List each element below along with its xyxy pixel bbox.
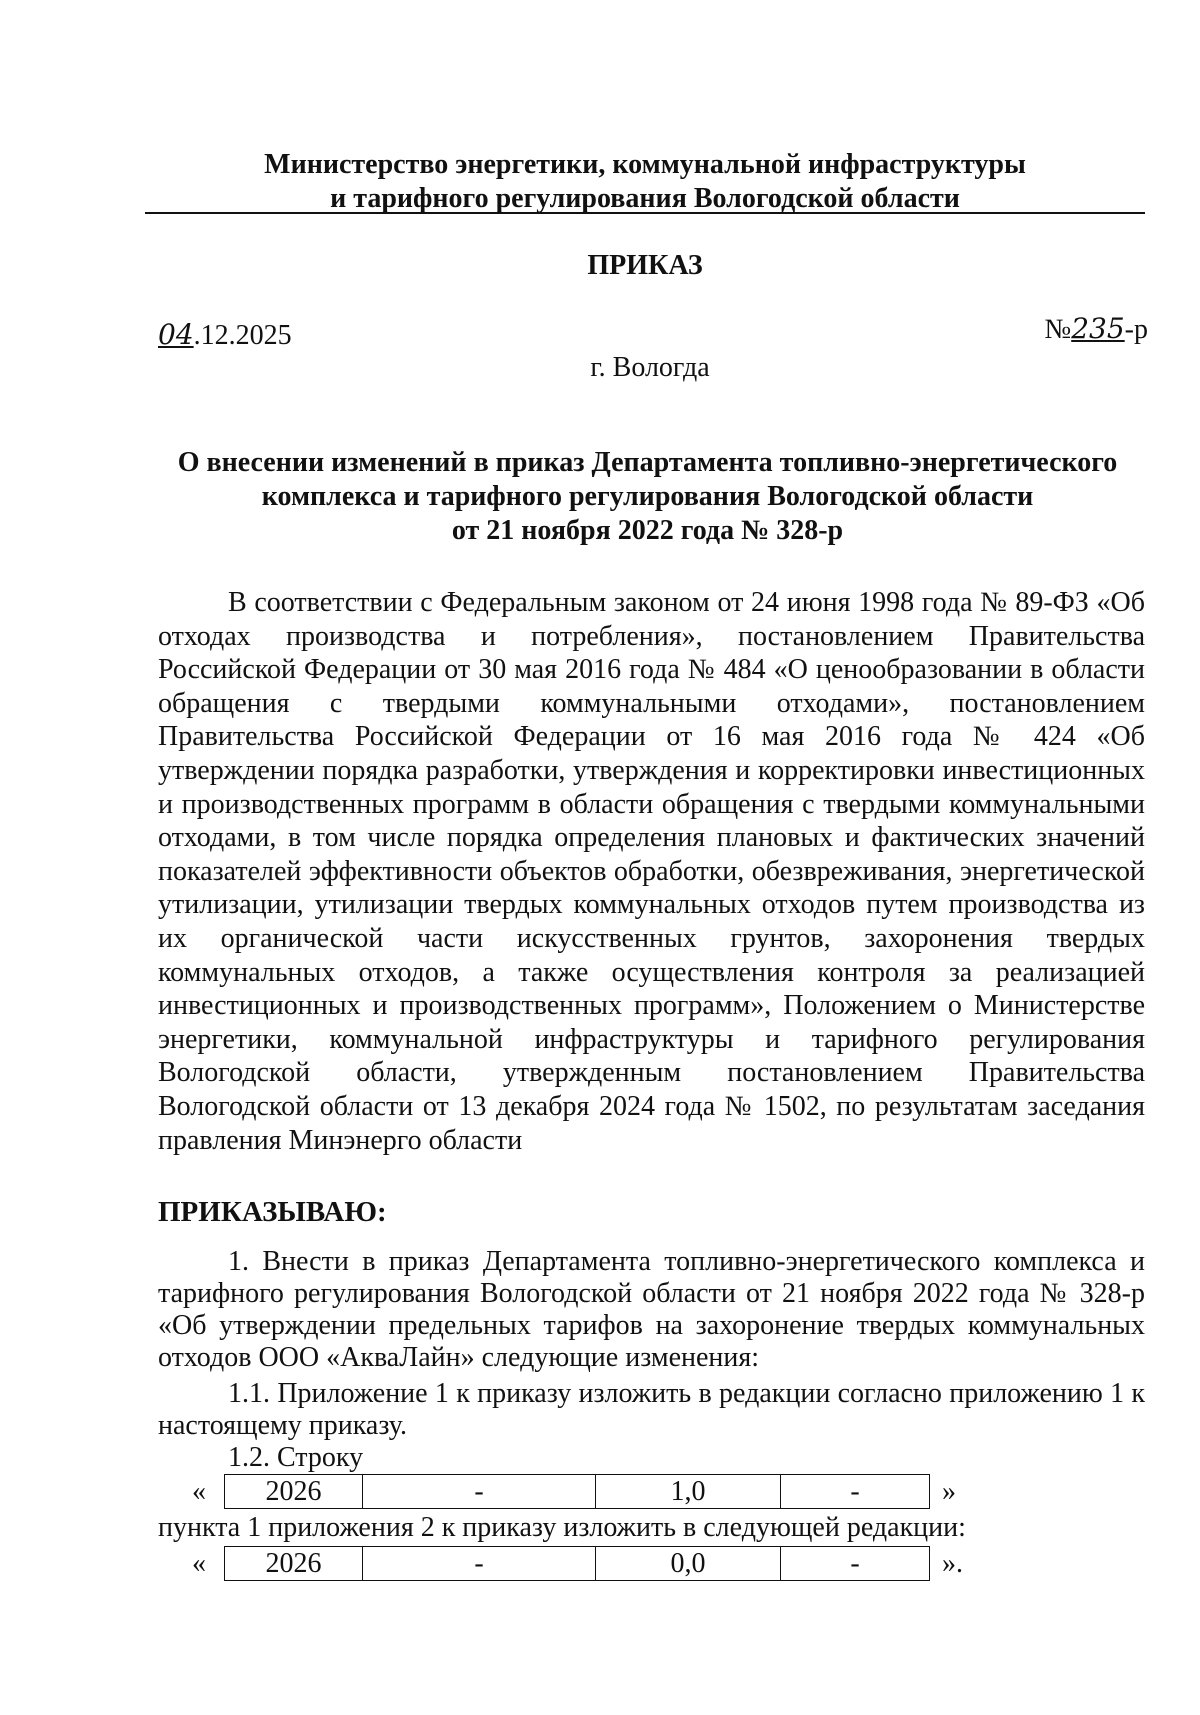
old-row-cell-2: - — [363, 1475, 596, 1508]
document-city: г. Вологда — [590, 352, 710, 383]
document-subject — [150, 446, 1145, 548]
new-row-quote-open: « — [192, 1547, 206, 1579]
header-divider — [145, 212, 1145, 214]
old-row-line — [192, 1474, 956, 1509]
old-row-quote-close: » — [942, 1475, 956, 1507]
document-type: ПРИКАЗ — [587, 250, 703, 281]
number-suffix: -р — [1124, 314, 1148, 345]
number-prefix: № — [1044, 314, 1072, 345]
ministry-name — [145, 148, 1145, 216]
new-row-quote-close: ». — [942, 1547, 963, 1579]
ministry-line-1: Министерство энергетики, коммунальной инфраструктуры — [264, 149, 1026, 180]
subject-line-3: от 21 ноября 2022 года № 328-р — [451, 515, 844, 546]
date-rest: .12.2025 — [193, 320, 292, 351]
new-row-cell-4: - — [850, 1548, 860, 1579]
ministry-line-2: и тарифного регулирования Вологодской области — [330, 183, 960, 214]
old-row-table — [224, 1474, 930, 1509]
item-1-2-label: 1.2. Строку — [228, 1442, 364, 1473]
new-row-cell-year: 2026 — [225, 1547, 363, 1580]
old-row-cell-4: - — [850, 1476, 860, 1507]
new-row-line — [192, 1546, 963, 1581]
item-1-paragraph: 1. Внести в приказ Департамента топливно-энергетического комплекса и тарифного регулирования Вологодской области от 21 ноября 2022 года № 328-р «Об утверждении предельных тарифов на захоронение твердых коммунальных отходов ООО «АкваЛайн» следующие изменения: — [158, 1246, 1145, 1373]
document-date — [158, 318, 292, 352]
old-row-cell-year: 2026 — [225, 1475, 363, 1508]
middle-text: пункта 1 приложения 2 к приказу изложить в следующей редакции: — [158, 1512, 966, 1543]
new-row-cell-2: - — [363, 1547, 596, 1580]
item-1-1-paragraph: 1.1. Приложение 1 к приказу изложить в редакции согласно приложению 1 к настоящему приказу. — [158, 1378, 1145, 1441]
order-word: ПРИКАЗЫВАЮ: — [158, 1196, 387, 1228]
number-handwritten: 235 — [1071, 312, 1125, 345]
new-row-cell-3: 0,0 — [596, 1547, 781, 1580]
new-row-table — [224, 1546, 930, 1581]
document-number — [1045, 312, 1149, 346]
legal-basis-paragraph: В соответствии с Федеральным законом от 24 июня 1998 года № 89-ФЗ «Об отходах производства и потребления», постановлением Правительства Российской Федерации от 30 мая 2016 года № 484 «О ценообразовании в области обращения с твердыми коммунальными отходами», постановлением Правительства Российской Федерации от 16 мая 2016 года № 424 «Об утверждении порядка разработки, утверждения и корректировки инвестиционных и производственных программ в области обращения с твердыми коммунальными отходами, в том числе порядка определения плановых и фактических значений показателей эффективности объектов обработки, обезвреживания, энергетической утилизации, утилизации твердых коммунальных отходов путем производства из их органической части искусственных грунтов, захоронения твердых коммунальных отходов, а также осуществления контроля за реализацией инвестиционных и производственных программ», Положением о Министерстве энергетики, коммунальной инфраструктуры и тарифного регулирования Вологодской области, утвержденным постановлением Правительства Вологодской области от 13 декабря 2024 года № 1502, по результатам заседания правления Минэнерго области — [158, 587, 1145, 1156]
old-row-cell-3: 1,0 — [596, 1475, 781, 1508]
subject-line-1: О внесении изменений в приказ Департамента топливно-энергетического — [177, 447, 1118, 478]
date-handwritten: 04 — [158, 318, 194, 351]
old-row-quote-open: « — [192, 1475, 206, 1507]
subject-line-2: комплекса и тарифного регулирования Вологодской области — [261, 481, 1034, 512]
